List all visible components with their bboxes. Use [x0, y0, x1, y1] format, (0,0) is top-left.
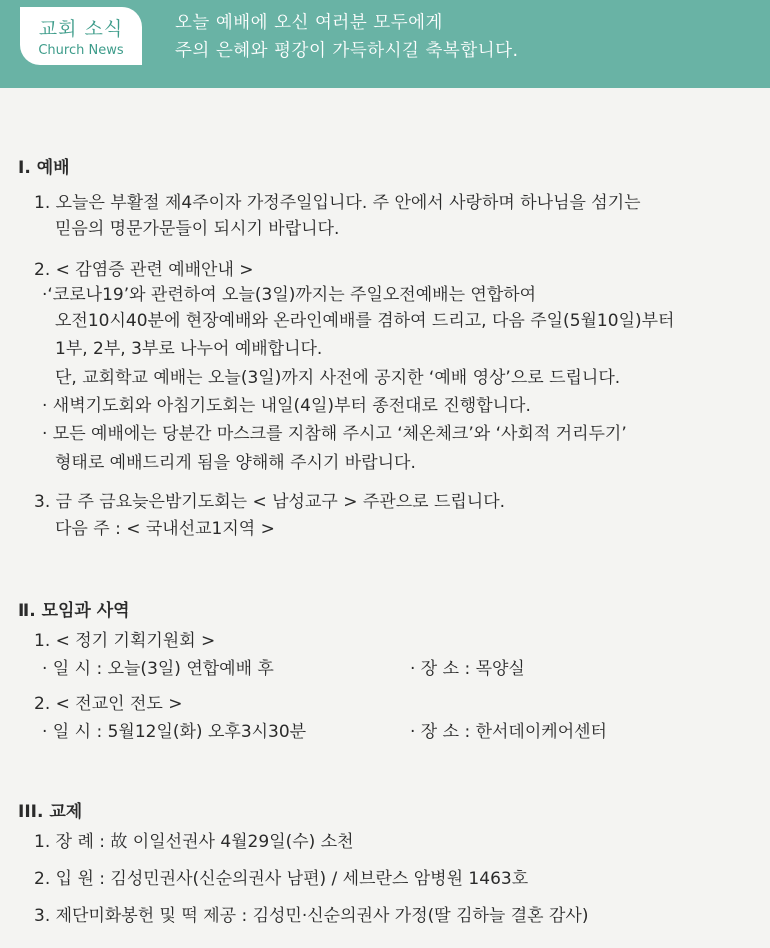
worship-item-1-line-1: 1. 오늘은 부활절 제4주이자 가정주일입니다. 주 안에서 사랑하며 하나님을 섬기는 [34, 193, 641, 213]
meeting-2-title: 2. < 전교인 전도 > [34, 694, 183, 714]
church-news-badge [20, 7, 142, 65]
worship-item-2-bullet-1-line-1: ·‘코로나19’와 관련하여 오늘(3일)까지는 주일오전예배는 연합하여 [42, 285, 537, 305]
meeting-1-place: · 장 소 : 목양실 [410, 659, 525, 679]
fellowship-item-1: 1. 장 례 : 故 이일선권사 4월29일(수) 소천 [34, 832, 354, 852]
meeting-1-time: · 일 시 : 오늘(3일) 연합예배 후 [42, 659, 274, 679]
meeting-1-title: 1. < 정기 기획기원회 > [34, 631, 216, 651]
worship-item-2-bullet-3-line-2: 형태로 예배드리게 됨을 양해해 주시기 바랍니다. [55, 453, 416, 473]
worship-item-3-line-2: 다음 주 : < 국내선교1지역 > [55, 519, 275, 539]
section-worship-heading: Ⅰ. 예배 [18, 158, 70, 178]
badge-title-en: Church News [38, 43, 124, 58]
worship-item-2-bullet-1-line-4: 단, 교회학교 예배는 오늘(3일)까지 사전에 공지한 ‘예배 영상’으로 드립니다. [55, 368, 621, 388]
badge-title-ko: 교회 소식 [38, 18, 124, 40]
worship-item-2-bullet-1-line-3: 1부, 2부, 3부로 나누어 예배합니다. [55, 339, 323, 359]
worship-item-2-bullet-3-line-1: · 모든 예배에는 당분간 마스크를 지참해 주시고 ‘체온체크’와 ‘사회적 거리두기’ [42, 424, 627, 444]
worship-item-2-bullet-2: · 새벽기도회와 아침기도회는 내일(4일)부터 종전대로 진행합니다. [42, 396, 531, 416]
worship-item-2-title: 2. < 감염증 관련 예배안내 > [34, 260, 254, 280]
meeting-2-time: · 일 시 : 5월12일(화) 오후3시30분 [42, 722, 307, 742]
section-fellowship-heading: III. 교제 [18, 802, 83, 822]
fellowship-item-3: 3. 제단미화봉헌 및 떡 제공 : 김성민·신순의권사 가정(딸 김하늘 결혼 감사) [34, 906, 589, 926]
welcome-line-1: 오늘 예배에 오신 여러분 모두에게 [175, 13, 443, 33]
header-banner [0, 0, 770, 88]
worship-item-3-line-1: 3. 금 주 금요늦은밤기도회는 < 남성교구 > 주관으로 드립니다. [34, 492, 506, 512]
fellowship-item-2: 2. 입 원 : 김성민권사(신순의권사 남편) / 세브란스 암병원 1463호 [34, 869, 529, 889]
welcome-line-2: 주의 은혜와 평강이 가득하시길 축복합니다. [175, 41, 519, 61]
meeting-2-place: · 장 소 : 한서데이케어센터 [410, 722, 607, 742]
worship-item-1-line-2: 믿음의 명문가문들이 되시기 바랍니다. [55, 219, 340, 239]
welcome-message [175, 9, 519, 65]
worship-item-2-bullet-1-line-2: 오전10시40분에 현장예배와 온라인예배를 겸하여 드리고, 다음 주일(5월10일)부터 [55, 311, 675, 331]
section-meetings-heading: Ⅱ. 모임과 사역 [18, 601, 130, 621]
